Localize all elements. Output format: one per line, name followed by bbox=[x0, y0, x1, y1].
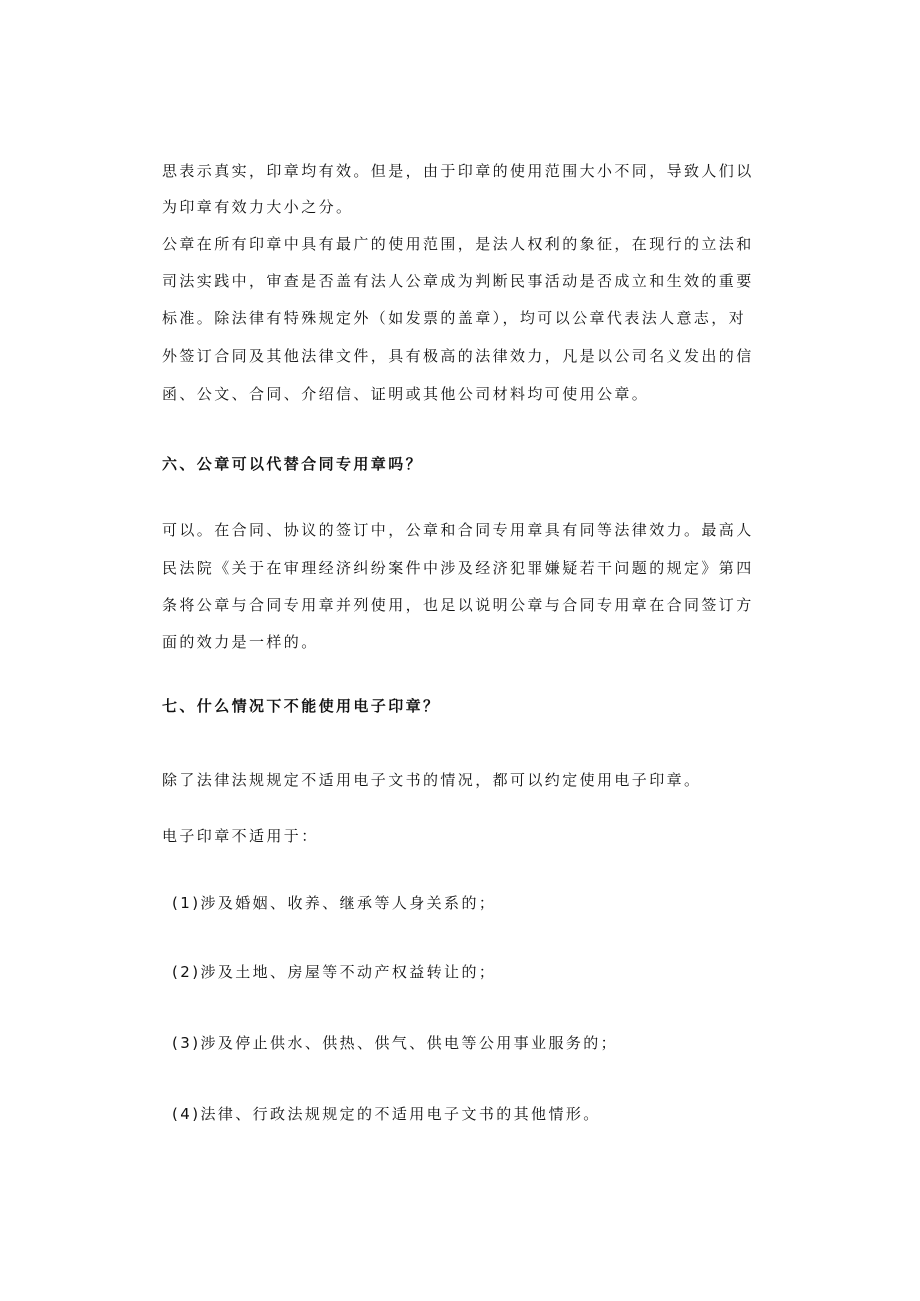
list-item-3: (3)涉及停止供水、供热、供气、供电等公用事业服务的； bbox=[172, 1034, 619, 1052]
paragraph-2-line-2: 司法实践中，审查是否盖有法人公章成为判断民事活动是否成立和生效的重要 bbox=[162, 272, 754, 290]
paragraph-4: 除了法律法规规定不适用电子文书的情况，都可以约定使用电子印章。 bbox=[162, 771, 702, 789]
paragraph-1-line-1: 思表示真实，印章均有效。但是，由于印章的使用范围大小不同，导致人们以 bbox=[162, 162, 754, 180]
paragraph-3-line-3: 条将公章与合同专用章并列使用，也足以说明公章与合同专用章在合同签订方 bbox=[162, 596, 754, 614]
paragraph-1-line-2: 为印章有效力大小之分。 bbox=[162, 198, 354, 216]
paragraph-3-line-4: 面的效力是一样的。 bbox=[162, 633, 319, 651]
paragraph-5: 电子印章不适用于： bbox=[162, 827, 319, 845]
paragraph-2-line-1: 公章在所有印章中具有最广的使用范围，是法人权利的象征，在现行的立法和 bbox=[162, 235, 754, 253]
paragraph-2-line-3: 标准。除法律有特殊规定外（如发票的盖章），均可以公章代表法人意志，对 bbox=[162, 309, 747, 327]
section-heading-7: 七、什么情况下不能使用电子印章？ bbox=[162, 697, 441, 715]
list-item-1: (1)涉及婚姻、收养、继承等人身关系的； bbox=[172, 894, 497, 912]
list-item-4: (4)法律、行政法规规定的不适用电子文书的其他情形。 bbox=[172, 1105, 601, 1123]
paragraph-3-line-1: 可以。在合同、协议的签订中，公章和合同专用章具有同等法律效力。最高人 bbox=[162, 521, 754, 539]
paragraph-3-line-2: 民法院《关于在审理经济纠纷案件中涉及经济犯罪嫌疑若干问题的规定》第四 bbox=[162, 559, 754, 577]
section-heading-6: 六、公章可以代替合同专用章吗？ bbox=[162, 455, 424, 473]
paragraph-2-line-4: 外签订合同及其他法律文件，具有极高的法律效力，凡是以公司名义发出的信 bbox=[162, 347, 754, 365]
paragraph-2-line-5: 函、公文、合同、介绍信、证明或其他公司材料均可使用公章。 bbox=[162, 385, 650, 403]
list-item-2: (2)涉及土地、房屋等不动产权益转让的； bbox=[172, 963, 497, 981]
